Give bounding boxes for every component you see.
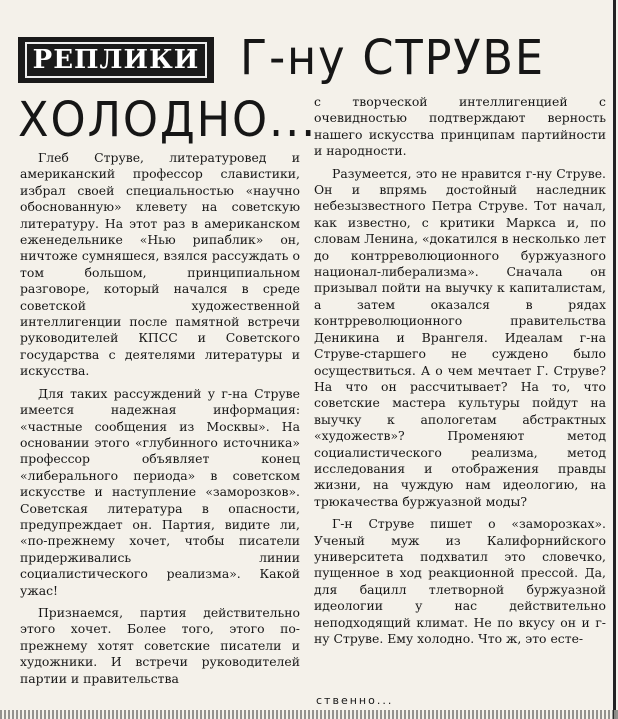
tail-text: ственно... <box>316 694 394 707</box>
left-column <box>20 150 300 693</box>
rubric-label: РЕПЛИКИ <box>25 42 208 78</box>
right-rule <box>613 0 616 719</box>
paragraph: Г-н Струве пишет о «заморозках». Ученый муж из Калифорнийского университета подхватил это словечко, пущенное в ход реакционной прессой. Да, для бацилл тлетворной буржуазной идеологии у нас действительно неподходящий климат. Не по вкусу он и г-ну Струве. Ему холодно. Что ж, это есте- <box>314 516 606 646</box>
paragraph: Глеб Струве, литературовед и американский профессор славистики, избрал своей специальностью «научно обоснованную» клевету на советскую литературу. На этот раз в американском еженедельнике «Нью рипаблик» он, ничтоже сумняшеся, взялся рассуждать о том большом, принципиальном разговоре, который начался в среде советской художественной интеллигенции после памятной встречи руководителей КПСС и Советского государства с деятелями литературы и искусства. <box>20 150 300 379</box>
right-column <box>314 94 606 653</box>
paragraph: с творческой интеллигенцией с очевидностью подтверждают верность нашего искусства принципам партийности и народности. <box>314 94 606 159</box>
rubric-box <box>18 37 214 83</box>
paragraph: Для таких рассуждений у г-на Струве имеется надежная информация: «частные сообщения из Москвы». На основании этого «глубинного источника» профессор объявляет конец «либерального периода» в советском искусстве и наступление «заморозков». Советская литература в опасности, предупреждает он. Партия, видите ли, «по-прежнему хочет, чтобы писатели придерживались линии социалистического реализма». Какой ужас! <box>20 385 300 598</box>
headline-line-1: Г-ну СТРУВЕ <box>240 30 545 86</box>
bottom-edge <box>0 710 618 719</box>
paragraph: Признаемся, партия действительно этого хочет. Более того, этого по-прежнему хотят советские писатели и художники. И встречи руководителей партии и правительства <box>20 604 300 686</box>
paragraph: Разумеется, это не нравится г-ну Струве. Он и впрямь достойный наследник небезызвестного Петра Струве. Тот начал, как известно, с критики Маркса и, по словам Ленина, «докатился в несколько лет до контрреволюционного буржуазного национал-либерализма». Сначала он призывал пойти на выучку к капиталистам, а затем оказался в рядах контрреволюционного правительства Деникина и Врангеля. Идеалам г-на Струве-старшего не суждено было осуществиться. А о чем мечтает Г. Струве? На что он рассчитывает? На то, что советские мастера культуры пойдут на выучку к апологетам абстрактных «художеств»? Променяют метод социалистического реализма, метод исследования и отображения правды жизни, на чуждую нам идеологию, на трюкачества буржуазной моды? <box>314 165 606 509</box>
headline-line-2: ХОЛОДНО... <box>18 92 318 148</box>
